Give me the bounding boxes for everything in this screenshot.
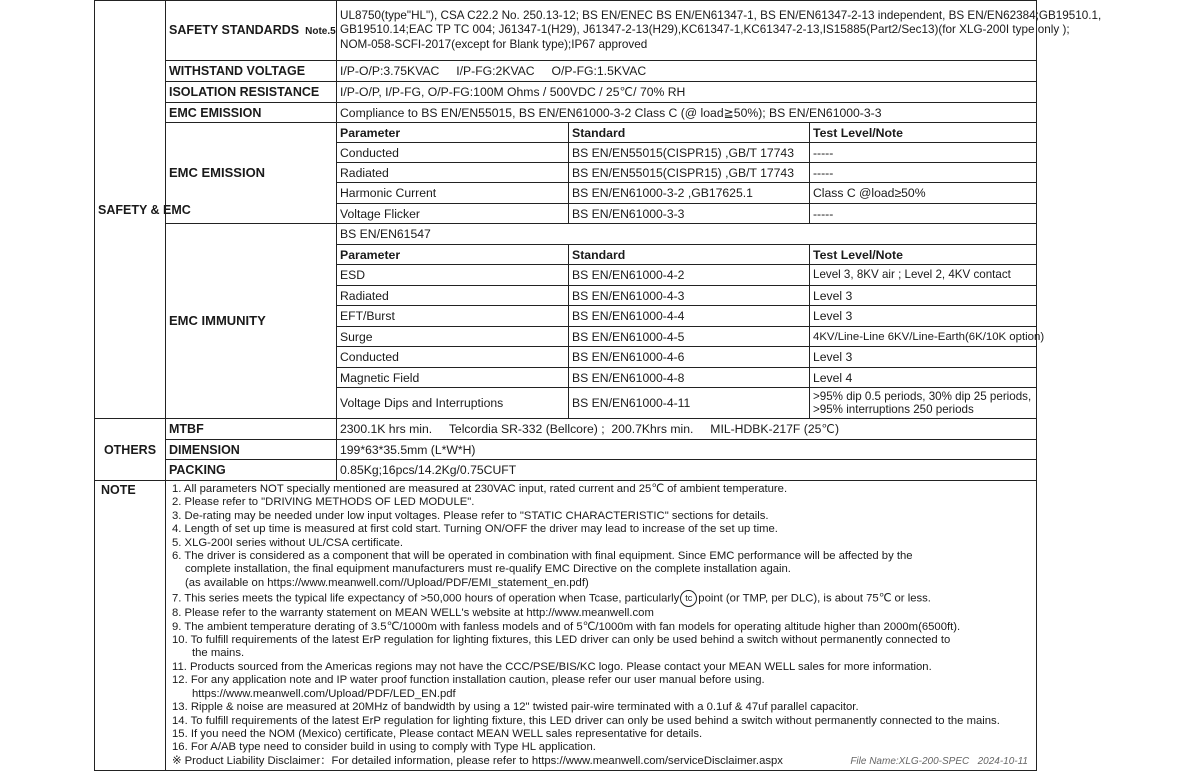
dimension-value: 199*63*35.5mm (L*W*H) <box>337 440 1037 460</box>
immunity-test-level: Level 4 <box>810 368 1037 388</box>
safety-line-2: GB19510.14;EAC TP TC 004; J61347-1(H29), J61347-2-13(H29),KC61347-1,KC61347-2-13,IS15885(Part2/Sec13)(for XLG-200I type only ); <box>340 23 1070 37</box>
emission-parameter: Voltage Flicker <box>337 204 569 224</box>
note-heading: NOTE <box>101 483 136 497</box>
emission-standard: BS EN/EN61000-3-3 <box>569 204 810 224</box>
emission-header-parameter: Parameter <box>337 123 569 143</box>
note-ref: Note.5 <box>305 25 336 37</box>
file-name: File Name:XLG-200-SPEC 2024-10-11 <box>850 756 1028 767</box>
note-item: 16. For A/AB type need to consider build in using to comply with Type HL application. <box>172 741 596 754</box>
packing-label: PACKING <box>166 460 337 481</box>
note-item: 5. XLG-200I series without UL/CSA certificate. <box>172 536 404 549</box>
group-safety-emc: SAFETY & EMC <box>95 1 166 419</box>
immunity-header-parameter: Parameter <box>337 245 569 265</box>
immunity-parameter: Conducted <box>337 347 569 368</box>
immunity-test-level: Level 3 <box>810 286 1037 306</box>
immunity-parameter: Voltage Dips and Interruptions <box>337 388 569 419</box>
isolation-resistance-label: ISOLATION RESISTANCE <box>166 82 337 103</box>
mtbf-value: 2300.1K hrs min. Telcordia SR-332 (Bellcore) ; 200.7Khrs min. MIL-HDBK-217F (25℃) <box>337 419 1037 440</box>
emission-test-level: ----- <box>810 163 1037 183</box>
note-item: 12. For any application note and IP water proof function installation caution, please refer our user manual before using. <box>172 674 765 687</box>
immunity-standard-cell: BS EN/EN61000-4-2 <box>569 265 810 286</box>
immunity-standard-cell: BS EN/EN61000-4-11 <box>569 388 810 419</box>
emission-standard: BS EN/EN61000-3-2 ,GB17625.1 <box>569 183 810 204</box>
immunity-standard: BS EN/EN61547 <box>337 224 1037 245</box>
spec-sheet <box>94 0 1102 771</box>
emission-header-standard: Standard <box>569 123 810 143</box>
note-item: 4. Length of set up time is measured at first cold start. Turning ON/OFF the driver may lead to increase of the set up time. <box>172 523 778 536</box>
dimension-label: DIMENSION <box>166 440 337 460</box>
note-item: 3. De-rating may be needed under low input voltages. Please refer to "STATIC CHARACTERISTIC" sections for details. <box>172 509 769 522</box>
group-others: OTHERS <box>95 419 166 481</box>
emission-test-level: Class C @load≥50% <box>810 183 1037 204</box>
note-item: 1. All parameters NOT specially mentioned are measured at 230VAC input, rated current and 25℃ of ambient temperature. <box>172 483 788 495</box>
emission-test-level: ----- <box>810 143 1037 163</box>
note-item: 2. Please refer to "DRIVING METHODS OF LED MODULE". <box>172 496 475 509</box>
emission-standard: BS EN/EN55015(CISPR15) ,GB/T 17743 <box>569 143 810 163</box>
immunity-header-standard: Standard <box>569 245 810 265</box>
note-item: complete installation, the final equipment manufacturers must re-qualify EMC Directive on the complete installation again. <box>185 563 791 576</box>
immunity-parameter: Surge <box>337 327 569 347</box>
immunity-parameter: Magnetic Field <box>337 368 569 388</box>
safety-line-1: UL8750(type"HL"), CSA C22.2 No. 250.13-12; BS EN/ENEC BS EN/EN61347-1, BS EN/EN61347-2-13 independent, BS EN/EN62384;GB19510.1, <box>340 8 1102 22</box>
immunity-test-level: 4KV/Line-Line 6KV/Line-Earth(6K/10K option) <box>810 327 1037 347</box>
note-item: 13. Ripple & noise are measured at 20MHz of bandwidth by using a 12" twisted pair-wire terminated with a 0.1uf & 47uf parallel capacitor. <box>172 701 859 714</box>
immunity-standard-cell: BS EN/EN61000-4-3 <box>569 286 810 306</box>
immunity-standard-cell: BS EN/EN61000-4-5 <box>569 327 810 347</box>
note-item: 11. Products sourced from the Americas regions may not have the CCC/PSE/BIS/KC logo. Please contact your MEAN WELL sales for more information. <box>172 660 932 673</box>
safety-standards-label-text: SAFETY STANDARDS <box>169 22 300 37</box>
spec-table <box>94 0 1102 771</box>
immunity-standard-cell: BS EN/EN61000-4-6 <box>569 347 810 368</box>
immunity-parameter: Radiated <box>337 286 569 306</box>
note-item: 6. The driver is considered as a component that will be operated in combination with final equipment. Since EMC performance will be affected by the <box>172 550 913 563</box>
immunity-test-level: Level 3, 8KV air ; Level 2, 4KV contact <box>810 265 1037 286</box>
emission-parameter: Harmonic Current <box>337 183 569 204</box>
immunity-note-line: >95% dip 0.5 periods, 30% dip 25 periods, <box>813 390 1032 403</box>
note-item: https://www.meanwell.com/Upload/PDF/LED_EN.pdf <box>192 687 456 700</box>
note-7-text-end: point (or TMP, per DLC), is about 75℃ or less. <box>698 592 931 605</box>
packing-value: 0.85Kg;16pcs/14.2Kg/0.75CUFT <box>337 460 1037 481</box>
note-item: 9. The ambient temperature derating of 3.5℃/1000m with fanless models and of 5℃/1000m with fan models for operating altitude higher than 2000m(6500ft). <box>172 620 961 633</box>
isolation-resistance-value: I/P-O/P, I/P-FG, O/P-FG:100M Ohms / 500VDC / 25℃/ 70% RH <box>337 82 1037 103</box>
immunity-test-level <box>810 388 1037 419</box>
emc-immunity-label: EMC IMMUNITY <box>166 224 337 419</box>
immunity-header-test-level: Test Level/Note <box>810 245 1037 265</box>
emc-emission-summary-value: Compliance to BS EN/EN55015, BS EN/EN61000-3-2 Class C (@ load≧50%); BS EN/EN61000-3-3 <box>337 103 1037 123</box>
emc-emission-label: EMC EMISSION <box>166 123 337 224</box>
emc-emission-summary-label: EMC EMISSION <box>166 103 337 123</box>
emission-header-test-level: Test Level/Note <box>810 123 1037 143</box>
emission-parameter: Conducted <box>337 143 569 163</box>
immunity-note-line: >95% interruptions 250 periods <box>813 403 974 416</box>
emission-standard: BS EN/EN55015(CISPR15) ,GB/T 17743 <box>569 163 810 183</box>
immunity-parameter: ESD <box>337 265 569 286</box>
withstand-voltage-value: I/P-O/P:3.75KVAC I/P-FG:2KVAC O/P-FG:1.5KVAC <box>337 61 1037 82</box>
immunity-standard-cell: BS EN/EN61000-4-4 <box>569 306 810 327</box>
note-item: 14. To fulfill requirements of the latest ErP regulation for lighting fixture, this LED driver can only be used behind a switch without permanently connected to the mains. <box>172 714 1000 727</box>
immunity-standard-cell: BS EN/EN61000-4-8 <box>569 368 810 388</box>
note-7-text: 7. This series meets the typical life expectancy of >50,000 hours of operation when Tcase, particularly <box>172 592 680 605</box>
group-note <box>95 481 166 771</box>
note-item: 10. To fulfill requirements of the latest ErP regulation for lighting fixtures, this LED driver can only be used behind a switch without permanently connected to <box>172 634 951 647</box>
note-item: 8. Please refer to the warranty statement on MEAN WELL's website at http://www.meanwell.com <box>172 607 654 620</box>
note-item <box>172 590 1036 607</box>
safety-standards-value <box>337 1 1102 61</box>
immunity-test-level: Level 3 <box>810 306 1037 327</box>
emission-parameter: Radiated <box>337 163 569 183</box>
emission-test-level: ----- <box>810 204 1037 224</box>
note-item: (as available on https://www.meanwell.com//Upload/PDF/EMI_statement_en.pdf) <box>185 576 589 589</box>
notes-list <box>166 481 1037 771</box>
note-item: the mains. <box>192 647 245 660</box>
withstand-voltage-label: WITHSTAND VOLTAGE <box>166 61 337 82</box>
immunity-parameter: EFT/Burst <box>337 306 569 327</box>
note-item: 15. If you need the NOM (Mexico) certificate, Please contact MEAN WELL sales representative for details. <box>172 727 703 740</box>
safety-standards-label <box>166 1 337 61</box>
tc-point-icon: tc <box>680 590 697 607</box>
safety-line-3: NOM-058-SCFI-2017(except for Blank type);IP67 approved <box>340 37 648 51</box>
mtbf-label: MTBF <box>166 419 337 440</box>
disclaimer: ※ Product Liability Disclaimer：For detailed information, please refer to https://www.meanwell.com/serviceDisclaimer.aspx <box>172 754 783 767</box>
immunity-test-level: Level 3 <box>810 347 1037 368</box>
